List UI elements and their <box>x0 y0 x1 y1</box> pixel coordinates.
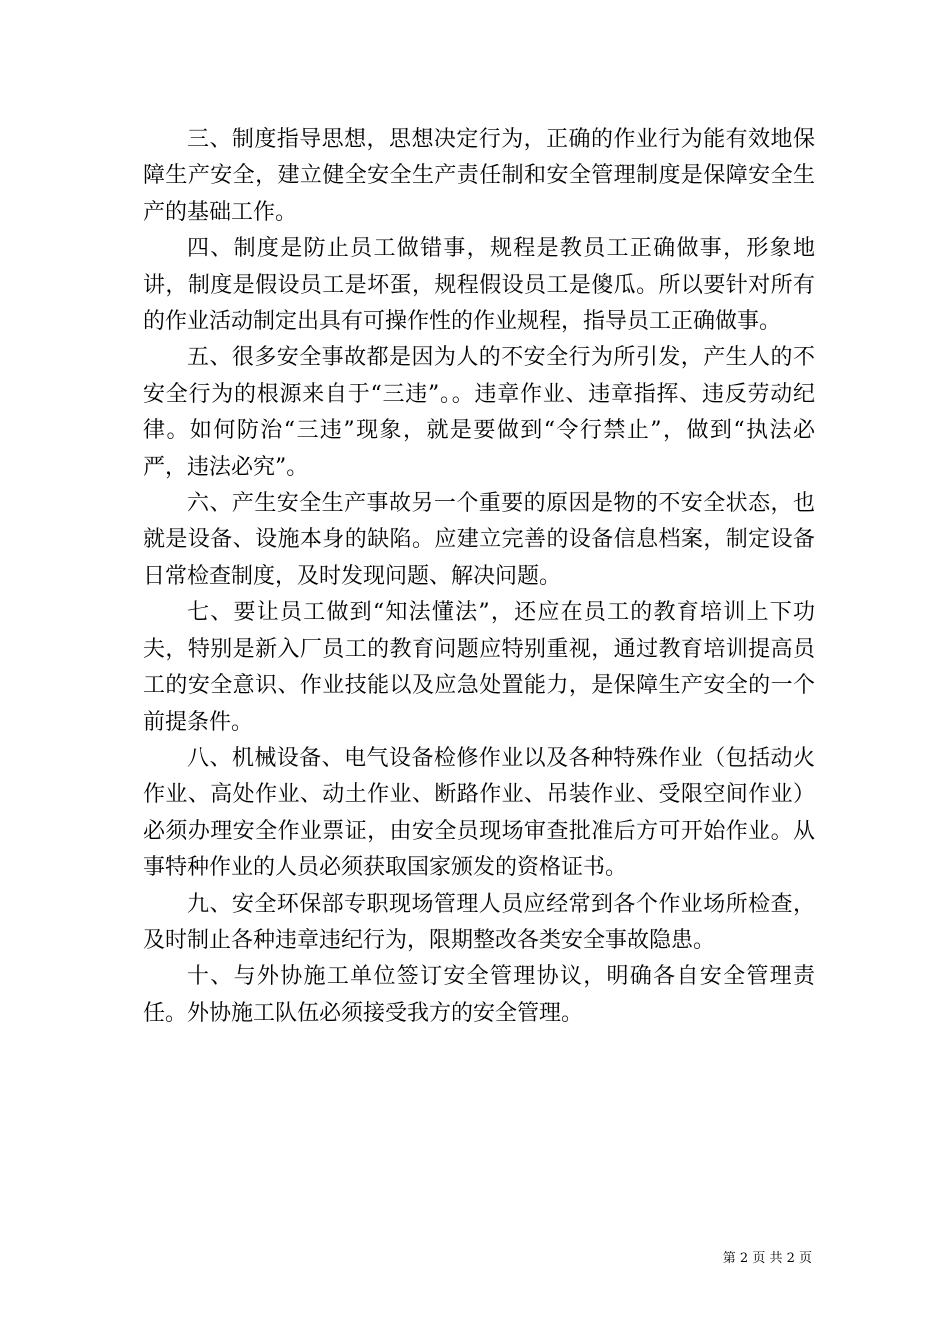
document-body <box>143 122 815 1032</box>
page-number-footer: 第 2 页 共 2 页 <box>722 1251 812 1266</box>
paragraph-8: 八、机械设备、电气设备检修作业以及各种特殊作业（包括动火作业、高处作业、动土作业、断路作业、吊装作业、受限空间作业）必须办理安全作业票证，由安全员现场审查批准后方可开始作业。从事特种作业的人员必须获取国家颁发的资格证书。 <box>143 745 815 881</box>
paragraph-7: 七、要让员工做到“知法懂法”，还应在员工的教育培训上下功夫，特别是新入厂员工的教育问题应特别重视，通过教育培训提高员工的安全意识、作业技能以及应急处置能力，是保障生产安全的一个前提条件。 <box>143 600 815 735</box>
paragraph-4: 四、制度是防止员工做错事，规程是教员工正确做事，形象地讲，制度是假设员工是坏蛋，规程假设员工是傻瓜。所以要针对所有的作业活动制定出具有可操作性的作业规程，指导员工正确做事。 <box>143 236 815 335</box>
paragraph-6: 六、产生安全生产事故另一个重要的原因是物的不安全状态，也就是设备、设施本身的缺陷。应建立完善的设备信息档案，制定设备日常检查制度，及时发现问题、解决问题。 <box>143 491 815 589</box>
paragraph-10: 十、与外协施工单位签订安全管理协议，明确各自安全管理责任。外协施工队伍必须接受我方的安全管理。 <box>143 964 815 1026</box>
paragraph-9: 九、安全环保部专职现场管理人员应经常到各个作业场所检查，及时制止各种违章违纪行为，限期整改各类安全事故隐患。 <box>143 891 815 953</box>
paragraph-3: 三、制度指导思想，思想决定行为，正确的作业行为能有效地保障生产安全，建立健全安全生产责任制和安全管理制度是保障安全生产的基础工作。 <box>143 127 815 225</box>
paragraph-5: 五、很多安全事故都是因为人的不安全行为所引发，产生人的不安全行为的根源来自于“三违”。。违章作业、违章指挥、违反劳动纪律。如何防治“三违”现象，就是要做到“令行禁止”，做到“执法必严，违法必究”。 <box>143 345 815 480</box>
